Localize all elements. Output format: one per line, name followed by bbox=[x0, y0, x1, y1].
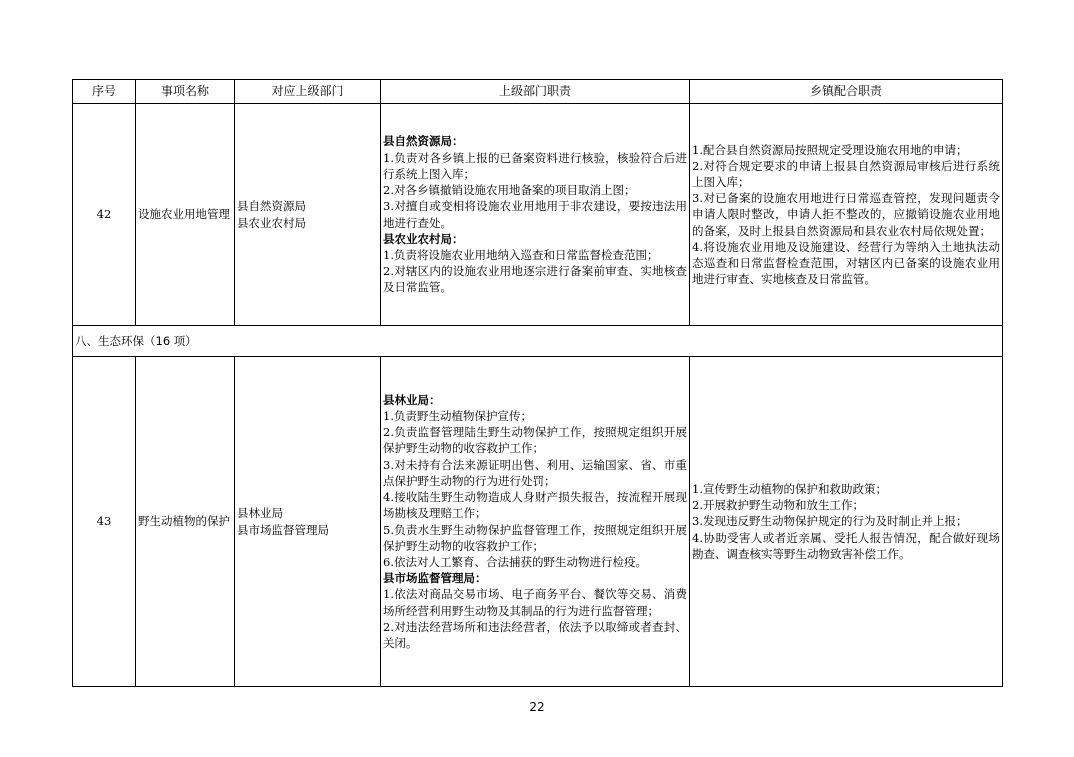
section-row bbox=[73, 326, 1003, 357]
dept-line: 县林业局 bbox=[237, 506, 283, 521]
town-duty-line: 3.发现违反野生动物保护规定的行为及时制止并上报； bbox=[692, 514, 968, 529]
duty-line: 2.对各乡镇撤销设施农用地备案的项目取消上图； bbox=[383, 183, 636, 198]
upper-duty-cell bbox=[381, 357, 690, 687]
table-row bbox=[73, 104, 1003, 326]
header-town-duty: 乡镇配合职责 bbox=[690, 80, 1003, 104]
duty-line: 6.依法对人工繁育、合法捕获的野生动物进行检疫。 bbox=[383, 554, 647, 569]
duty-line: 2.对辖区内的设施农业用地逐宗进行备案前审查、实地核查及日常监管。 bbox=[383, 264, 687, 295]
duty-line: 3.对未持有合法来源证明出售、利用、运输国家、省、市重点保护野生动物的行为进行处罚； bbox=[383, 457, 687, 488]
town-duty-line: 1.宣传野生动植物的保护和救助政策； bbox=[692, 481, 887, 496]
duty-table bbox=[72, 79, 1003, 687]
header-dept: 对应上级部门 bbox=[235, 80, 381, 104]
header-item-name: 事项名称 bbox=[136, 80, 235, 104]
dept-heading: 县农业农村局： bbox=[383, 231, 464, 246]
dept-heading: 县市场监督管理局： bbox=[383, 571, 487, 586]
town-duty-line: 4.协助受害人或者近亲属、受托人报告情况，配合做好现场勘查、调查核实等野生动物致害补偿工作。 bbox=[692, 530, 1000, 561]
dept-line: 县农业农村局 bbox=[237, 215, 306, 230]
header-upper-duty: 上级部门职责 bbox=[381, 80, 690, 104]
dept-cell bbox=[235, 104, 381, 326]
duty-line: 5.负责水生野生动物保护监督管理工作，按照规定组织开展保护野生动物的收容救护工作； bbox=[383, 522, 687, 553]
upper-duty-cell bbox=[381, 104, 690, 326]
town-duty-cell bbox=[690, 104, 1003, 326]
duty-line: 2.对违法经营场所和违法经营者，依法予以取缔或者查封、关闭。 bbox=[383, 619, 687, 650]
row-number: 43 bbox=[73, 357, 136, 687]
table-row bbox=[73, 357, 1003, 687]
town-duty-line: 2.对符合规定要求的申请上报县自然资源局审核后进行系统上图入库； bbox=[692, 158, 1000, 189]
town-duty-line: 2.开展救护野生动物和放生工作； bbox=[692, 498, 864, 513]
dept-heading: 县自然资源局： bbox=[383, 134, 464, 149]
town-duty-line: 1.配合县自然资源局按照规定受理设施农用地的申请； bbox=[692, 142, 968, 157]
town-duty-cell bbox=[690, 357, 1003, 687]
header-no: 序号 bbox=[73, 80, 136, 104]
row-number: 42 bbox=[73, 104, 136, 326]
table-header-row bbox=[73, 80, 1003, 104]
item-name: 设施农业用地管理 bbox=[136, 104, 235, 326]
dept-line: 县自然资源局 bbox=[237, 199, 306, 214]
duty-line: 1.负责对各乡镇上报的已备案资料进行核验，核验符合后进行系统上图入库； bbox=[383, 150, 687, 181]
duty-line: 2.负责监督管理陆生野生动物保护工作，按照规定组织开展保护野生动物的收容救护工作； bbox=[383, 425, 687, 456]
page-number: 22 bbox=[529, 700, 545, 714]
duty-line: 4.接收陆生野生动物造成人身财产损失报告，按流程开展现场勘核及理赔工作； bbox=[383, 490, 687, 521]
dept-heading: 县林业局： bbox=[383, 392, 441, 407]
item-name: 野生动植物的保护 bbox=[136, 357, 235, 687]
town-duty-line: 4.将设施农业用地及设施建设、经营行为等纳入土地执法动态巡查和日常监督检查范围，对辖区内已备案的设施农业用地进行审查、实地核查及日常监管。 bbox=[692, 239, 1000, 287]
section-title: 八、生态环保（16 项） bbox=[73, 326, 1003, 357]
dept-line: 县市场监督管理局 bbox=[237, 522, 329, 537]
duty-line: 1.负责将设施农业用地纳入巡查和日常监督检查范围； bbox=[383, 247, 659, 262]
duty-line: 3.对擅自或变相将设施农业用地用于非农建设，要按违法用地进行查处。 bbox=[383, 199, 687, 230]
dept-cell bbox=[235, 357, 381, 687]
duty-line: 1.依法对商品交易市场、电子商务平台、餐饮等交易、消费场所经营利用野生动物及其制品的行为进行监督管理； bbox=[383, 587, 687, 618]
duty-line: 1.负责野生动植物保护宣传； bbox=[383, 409, 532, 424]
town-duty-line: 3.对已备案的设施农用地进行日常巡查管控，发现问题责令申请人限时整改，申请人拒不整改的，应撤销设施农业用地的备案，及时上报县自然资源局和县农业农村局依规处置； bbox=[692, 191, 1000, 238]
